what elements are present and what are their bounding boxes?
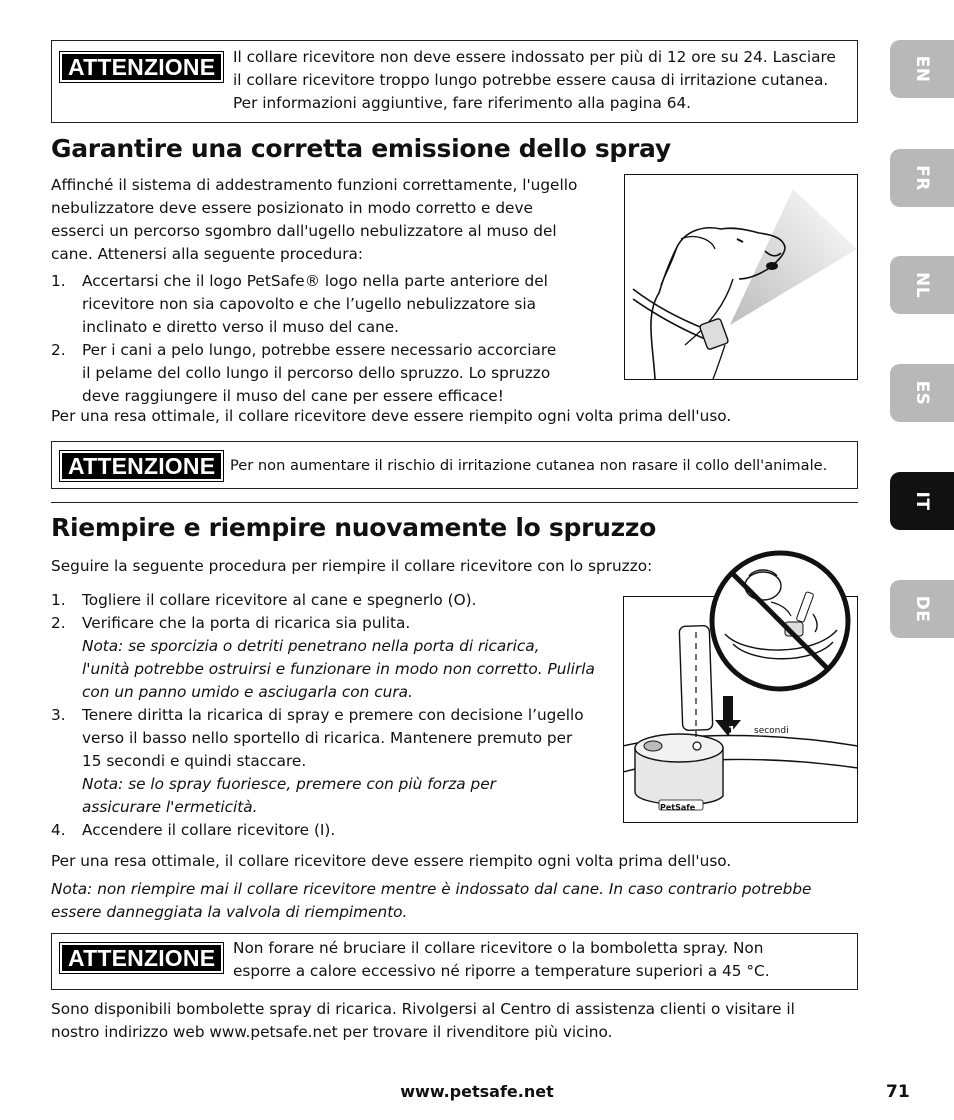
section2-closing: Per una resa ottimale, il collare ricevitore deve essere riempito ogni volta prima dell'uso.	[51, 852, 732, 870]
warning-line: Il collare ricevitore non deve essere indossato per più di 12 ore su 24. Lasciare	[233, 48, 836, 66]
dog-spray-illustration	[624, 174, 858, 380]
warning-label: ATTENZIONE	[60, 52, 223, 82]
tab-it[interactable]	[890, 472, 954, 530]
text-line: Per i cani a pelo lungo, potrebbe essere necessario accorciare	[82, 341, 557, 359]
note-line: l'unità potrebbe ostruirsi e funzionare in modo non corretto. Pulirla	[82, 660, 595, 678]
list-item	[51, 819, 621, 842]
text-line: Verificare che la porta di ricarica sia pulita.	[82, 614, 411, 632]
text-line: Togliere il collare ricevitore al cane e spegnerlo (O).	[82, 591, 477, 609]
section-divider	[51, 502, 858, 503]
tab-label: DE	[912, 595, 932, 623]
note-line: Nota: se sporcizia o detriti penetrano nella porta di ricarica,	[82, 637, 540, 655]
section1-closing: Per una resa ottimale, il collare ricevitore deve essere riempito ogni volta prima dell'uso.	[51, 407, 732, 425]
step-number: 2.	[51, 614, 66, 632]
list-item	[51, 589, 621, 612]
final-paragraph	[51, 998, 795, 1044]
tab-en[interactable]	[890, 40, 954, 98]
text-line: Sono disponibili bombolette spray di ricarica. Rivolgersi al Centro di assistenza clienti o visitare il	[51, 1000, 795, 1018]
warning-label: ATTENZIONE	[60, 451, 223, 481]
warning-line: il collare ricevitore troppo lungo potrebbe essere causa di irritazione cutanea.	[233, 71, 829, 89]
note-line: assicurare l'ermeticità.	[82, 798, 258, 816]
warning-box-1	[51, 40, 858, 123]
tab-fr[interactable]	[890, 149, 954, 207]
refill-illustration	[623, 596, 858, 823]
warning-text	[230, 454, 827, 477]
text-line: deve raggiungere il muso del cane per essere efficace!	[82, 387, 504, 405]
warning-line: esporre a calore eccessivo né riporre a temperature superiori a 45 °C.	[233, 962, 770, 980]
text-line: verso il basso nello sportello di ricarica. Mantenere premuto per	[82, 729, 573, 747]
step-number: 1.	[51, 272, 66, 290]
step-number: 3.	[51, 706, 66, 724]
warning-text	[233, 46, 836, 115]
prohibited-icon	[705, 546, 855, 696]
petsafe-logo: PetSafe	[660, 803, 696, 812]
tab-nl[interactable]	[890, 256, 954, 314]
text-line: nostro indirizzo web www.petsafe.net per trovare il rivenditore più vicino.	[51, 1023, 613, 1041]
section1-steps	[51, 270, 611, 408]
note-line: Nota: non riempire mai il collare ricevitore mentre è indossato dal cane. In caso contrario potrebbe	[51, 880, 812, 898]
text-line: inclinato e diretto verso il muso del cane.	[82, 318, 400, 336]
section-title-spray: Garantire una corretta emissione dello spray	[51, 134, 671, 163]
warning-box-2	[51, 441, 858, 489]
text-line: Tenere diritta la ricarica di spray e premere con decisione l’ugello	[82, 706, 584, 724]
warning-line: Per non aumentare il rischio di irritazione cutanea non rasare il collo dell'animale.	[230, 457, 828, 474]
list-item	[51, 270, 611, 339]
text-line: il pelame del collo lungo il percorso dello spruzzo. Lo spruzzo	[82, 364, 551, 382]
warning-text	[233, 937, 770, 983]
seconds-number: 15	[728, 724, 744, 737]
step-number: 1.	[51, 591, 66, 609]
tab-label: NL	[912, 271, 932, 299]
text-line: ricevitore non sia capovolto e che l’ugello nebulizzatore sia	[82, 295, 536, 313]
tab-label: FR	[912, 165, 932, 191]
text-line: 15 secondi e quindi staccare.	[82, 752, 307, 770]
section2-steps	[51, 589, 621, 842]
tab-label: IT	[912, 491, 932, 511]
page-number: 71	[886, 1082, 910, 1102]
text-line: cane. Attenersi alla seguente procedura:	[51, 245, 364, 263]
note-line: con un panno umido e asciugarla con cura.	[82, 683, 413, 701]
warning-line: Non forare né bruciare il collare ricevitore o la bomboletta spray. Non	[233, 939, 764, 957]
text-line: nebulizzatore deve essere posizionato in modo corretto e deve	[51, 199, 533, 217]
list-item	[51, 339, 611, 408]
seconds-label: secondi	[754, 726, 789, 736]
text-line: Affinché il sistema di addestramento funzioni correttamente, l'ugello	[51, 176, 578, 194]
warning-box-3	[51, 933, 858, 990]
section-title-refill: Riempire e riempire nuovamente lo spruzzo	[51, 513, 656, 542]
footer-url[interactable]: www.petsafe.net	[400, 1082, 554, 1101]
note-line: essere danneggiata la valvola di riempimento.	[51, 903, 408, 921]
tab-label: ES	[912, 380, 932, 406]
list-item	[51, 704, 621, 819]
tab-es[interactable]	[890, 364, 954, 422]
section1-intro	[51, 174, 577, 266]
warning-line: Per informazioni aggiuntive, fare riferimento alla pagina 64.	[233, 94, 692, 112]
note-line: Nota: se lo spray fuoriesce, premere con più forza per	[82, 775, 496, 793]
warning-label: ATTENZIONE	[60, 943, 223, 973]
step-number: 2.	[51, 341, 66, 359]
tab-label: EN	[912, 55, 932, 83]
step-number: 4.	[51, 821, 66, 839]
section2-note	[51, 878, 811, 924]
list-item	[51, 612, 621, 704]
text-line: Accertarsi che il logo PetSafe® logo nella parte anteriore del	[82, 272, 548, 290]
dog-head-icon	[625, 175, 858, 380]
text-line: Accendere il collare ricevitore (I).	[82, 821, 336, 839]
text-line: esserci un percorso sgombro dall'ugello nebulizzatore al muso del	[51, 222, 557, 240]
section2-intro: Seguire la seguente procedura per riempire il collare ricevitore con lo spruzzo:	[51, 557, 653, 575]
tab-de[interactable]	[890, 580, 954, 638]
